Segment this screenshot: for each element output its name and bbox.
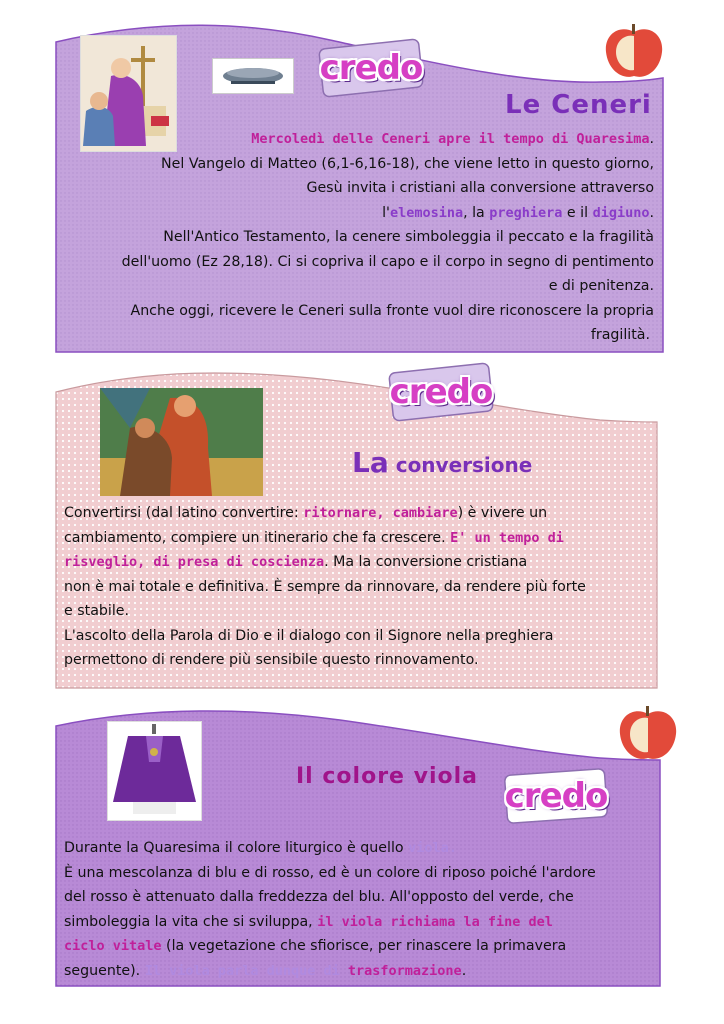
text-line: fragilità. bbox=[590, 327, 650, 343]
credo-label: credo bbox=[319, 48, 423, 88]
text-line: Nell'Antico Testamento, la cenere simboleggia il peccato e la fragilità bbox=[163, 229, 654, 245]
credo-badge bbox=[315, 38, 427, 98]
apple-icon bbox=[602, 22, 666, 82]
section-ceneri bbox=[0, 0, 724, 360]
text-line: simboleggia la vita che si sviluppa, il viola richiama la fine del bbox=[64, 913, 553, 930]
text-line: Mercoledì delle Ceneri apre il tempo di Quaresima. bbox=[251, 131, 654, 147]
text-line: risveglio, di presa di coscienza. Ma la conversione cristiana bbox=[64, 554, 528, 570]
text-line: È una mescolanza di blu e di rosso, ed è un colore di riposo poiché l'ardore bbox=[64, 864, 596, 881]
text-line: L'ascolto della Parola di Dio e il dialogo con il Signore nella preghiera bbox=[64, 627, 554, 644]
text-line: permettono di rendere più sensibile questo rinnovamento. bbox=[64, 652, 479, 668]
section-body bbox=[64, 836, 654, 983]
ash-bowl-image bbox=[212, 58, 294, 94]
prodigal-son-illustration bbox=[100, 388, 263, 496]
text-line: non è mai totale e definitiva. È sempre da rinnovare, da rendere più forte bbox=[64, 578, 586, 595]
text-line: ciclo vitale (la vegetazione che sfiorisce, per rinascere la primavera bbox=[64, 938, 567, 954]
text-line: cambiamento, compiere un itinerario che fa crescere. E' un tempo di bbox=[64, 529, 564, 546]
text-line: l'elemosina, la preghiera e il digiuno. bbox=[382, 204, 654, 221]
section-body bbox=[64, 127, 654, 348]
section-body bbox=[64, 501, 654, 673]
text-line: Anche oggi, ricevere le Ceneri sulla fronte vuol dire riconoscere la propria bbox=[130, 302, 654, 319]
credo-label: credo bbox=[389, 372, 493, 412]
section-colore-viola bbox=[0, 700, 724, 1024]
text-line: dell'uomo (Ez 28,18). Ci si copriva il capo e il corpo in segno di pentimento bbox=[121, 253, 654, 270]
section-title: Il colore viola bbox=[296, 764, 479, 789]
apple-icon bbox=[616, 704, 680, 764]
text-line: Durante la Quaresima il colore liturgico è quello viola. bbox=[64, 840, 457, 856]
text-line: e di penitenza. bbox=[548, 278, 654, 294]
section-title: La conversione bbox=[352, 446, 533, 479]
text-line: del rosso è attenuato dalla freddezza del blu. All'opposto del verde, che bbox=[64, 889, 574, 905]
credo-label: credo bbox=[504, 776, 608, 816]
credo-badge bbox=[385, 362, 497, 422]
section-title: Le Ceneri bbox=[505, 90, 652, 120]
section-conversione bbox=[0, 360, 724, 700]
text-line: e stabile. bbox=[64, 603, 130, 619]
text-line: Nel Vangelo di Matteo (6,1-6,16-18), che viene letto in questo giorno, bbox=[161, 155, 654, 172]
text-line: Gesù invita i cristiani alla conversione attraverso bbox=[306, 180, 654, 196]
text-line: seguente). Il viola parla dunque di trasformazione. bbox=[64, 962, 467, 979]
text-line: Convertirsi (dal latino convertire: ritornare, cambiare) è vivere un bbox=[64, 505, 548, 521]
purple-chasuble-image bbox=[107, 721, 202, 821]
credo-badge bbox=[500, 766, 612, 826]
